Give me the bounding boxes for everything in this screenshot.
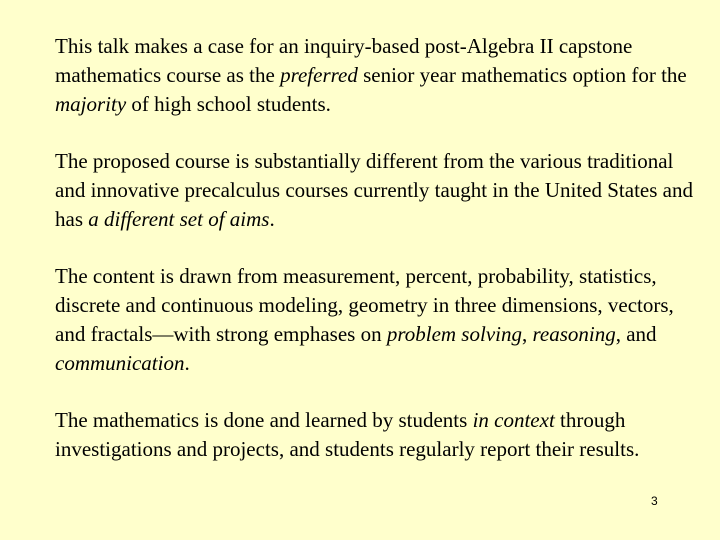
paragraph-text: senior year mathematics option for the — [357, 63, 687, 87]
paragraph-text: , — [521, 322, 533, 346]
paragraph-mathematics-context — [55, 406, 695, 464]
page-number: 3 — [651, 494, 658, 508]
paragraph-text: The proposed course is substantially different from the various traditional and innovative precalculus courses currently taught in the United States and has — [55, 149, 693, 231]
paragraph-text: , and — [615, 322, 657, 346]
paragraph-text: . — [184, 351, 190, 375]
emphasis-in-context: in context — [472, 408, 555, 432]
paragraph-text: . — [269, 207, 275, 231]
emphasis-communication: communication — [55, 351, 185, 375]
paragraph-text: The content is drawn from measurement, percent, probability, statistics, discrete and continuous modeling, geometry in three dimensions, vectors, and fractals—with strong emphases on — [55, 264, 674, 346]
paragraph-text: This talk makes a case for an inquiry-based post-Algebra II capstone mathematics course as the — [55, 34, 633, 87]
paragraph-proposed-course — [55, 147, 695, 234]
paragraph-text: of high school students. — [126, 92, 331, 116]
paragraph-content — [55, 262, 695, 378]
emphasis-majority: majority — [55, 92, 127, 116]
emphasis-reasoning: reasoning — [532, 322, 616, 346]
paragraph-text: The mathematics is done and learned by students — [55, 408, 473, 432]
emphasis-preferred: preferred — [280, 63, 358, 87]
paragraph-text: through investigations and projects, and students regularly report their results. — [55, 408, 640, 461]
paragraph-course-case — [55, 32, 695, 119]
emphasis-different-aims: a different set of aims — [88, 207, 270, 231]
emphasis-problem-solving: problem solving — [386, 322, 522, 346]
